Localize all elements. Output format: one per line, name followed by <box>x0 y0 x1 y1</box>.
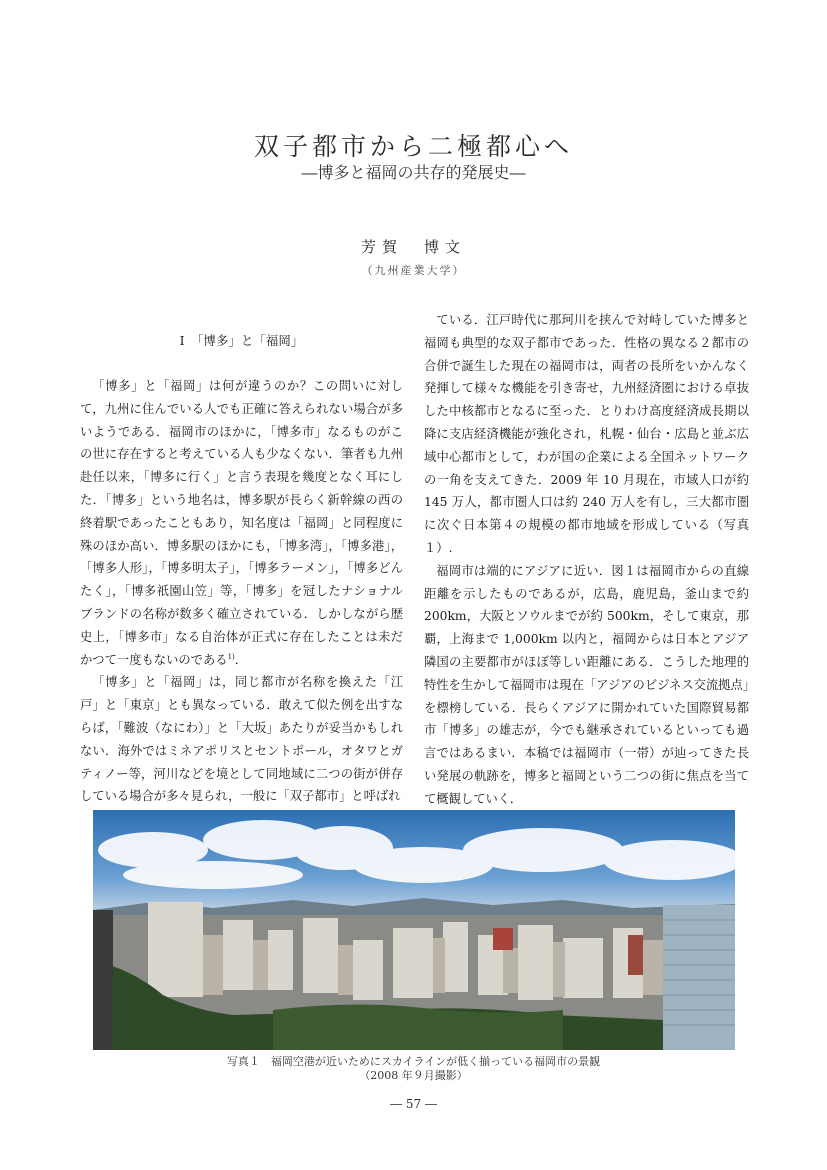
article-title: 双子都市から二極都心へ <box>253 132 573 161</box>
cityscape-illustration <box>93 810 735 1050</box>
article-subtitle: ―博多と福岡の共存的発展史― <box>301 163 526 182</box>
caption-date: （2008 年９月撮影） <box>359 1069 468 1082</box>
cityscape-photo <box>93 810 735 1050</box>
page-number: ― 57 ― <box>390 1097 437 1111</box>
left-column <box>80 375 403 808</box>
photo-caption <box>0 1055 827 1083</box>
right-column <box>424 309 749 811</box>
paragraph <box>80 375 403 671</box>
caption-line: 写真１ 福岡空港が近いためにスカイラインが低く揃っている福岡市の景観 <box>226 1055 601 1068</box>
paragraph-text: 「博多」と「福岡」は何が違うのか？この問いに対して，九州に住んでいる人でも正確に答えられない場合が多いようである．福岡市のほかに，「博多市」なるものがこの世に存在すると考えている人も少なくない．筆者も九州赴任以来，「博多に行く」と言う表現を幾度となく耳にした．「博多」という地名は，博多駅が長らく新幹線の西の終着駅であったこともあり，知名度は「福岡」と同程度に殊のほか高い．博多駅のほかにも，「博多湾」，「博多港」，「博多人形」，「博多明太子」，「博多ラーメン」，「博多どんたく」，「博多祇園山笠」等，「博多」を冠したナショナルブランドの名称が数多く確立されている．しかしながら歴史上，「博多市」なる自治体が正式に存在したことは未だかつて一度もないのである <box>80 379 403 667</box>
paragraph: 「博多」と「福岡」は，同じ都市が名称を換えた「江戸」と「東京」とも異なっている．敢えて似た例を出すならば，「難波（なにわ）」と「大坂」あたりが妥当かもしれない．海外ではミネアポリスとセントポール，オタワとガティノー等，河川などを境として同地域に二つの街が併存している場合が多々見られ，一般に「双子都市」と呼ばれ <box>80 675 403 804</box>
section-heading: Ⅰ 「博多」と「福岡」 <box>179 333 304 348</box>
paragraph: ている．江戸時代に那珂川を挟んで対峙していた博多と福岡も典型的な双子都市であった．性格の異なる２都市の合併で誕生した現在の福岡市は，両者の長所をいかんなく発揮して様々な機能を引き寄せ，九州経済圏における卓抜した中核都市となるに至った．とりわけ高度経済成長期以降に支店経済機能が強化され，札幌・仙台・広島と並ぶ広域中心都市として，わが国の企業による全国ネットワークの一角を支えてきた．2009 年 10 月現在，市域人口が約 145 万人，都市圏人口は約 240 万人を有し，三大都市圏に次ぐ日本第４の規模の都市地域を形成している（写真１）. <box>424 313 749 555</box>
paragraph: 福岡市は端的にアジアに近い．図１は福岡市からの直線距離を示したものであるが，広島，鹿児島，釜山まで約 200km，大阪とソウルまでが約 500km，そして東京，那覇，上海まで 1,000km 以内と，福岡からは日本とアジア隣国の主要都市がほぼ等しい距離にある．こうした地理的特性を生かして福岡市は現在「アジアのビジネス交流拠点」を標榜している．長らくアジアに開かれていた国際貿易都市「博多」の雄志が，今でも継承されているといっても過言ではあるまい．本稿では福岡市（一帯）が辿ってきた長い発展の軌跡を，博多と福岡という二つの街に焦点を当てて概観していく． <box>424 563 750 806</box>
author-name: 芳賀 博文 <box>360 238 466 256</box>
footnote-ref: 1) <box>227 652 235 661</box>
author-affiliation: （九州産業大学） <box>361 264 466 277</box>
paragraph-end: ． <box>234 652 248 667</box>
